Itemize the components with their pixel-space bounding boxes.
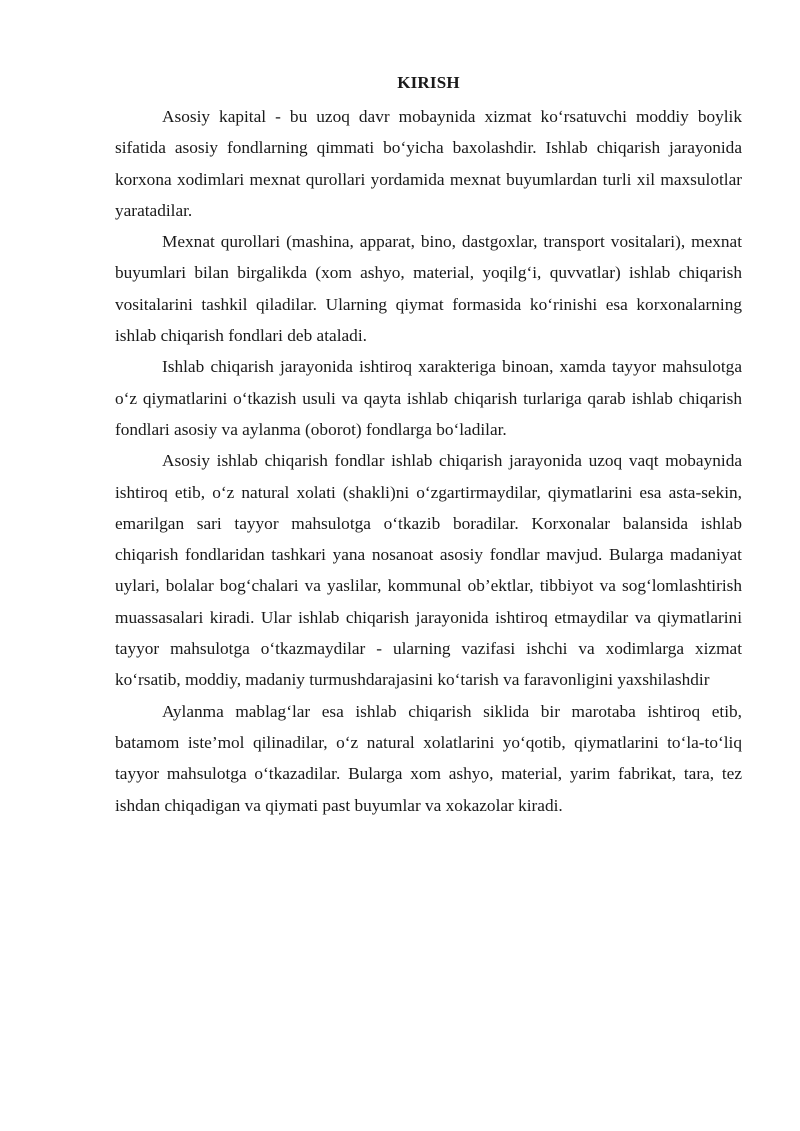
paragraph-2: Mexnat qurollari (mashina, apparat, bino, dastgoxlar, transport vositalari), mexnat buyumlari bilan birgalikda (xom ashyo, material, yoqilg‘i, quvvatlar) ishlab chiqarish vositalarini tashkil qiladilar. Ularning qiymat formasida ko‘rinishi esa korxonalarning ishlab chiqarish fondlari deb ataladi. [115,232,742,346]
paragraph-3: Ishlab chiqarish jarayonida ishtiroq xarakteriga binoan, xamda tayyor mahsulotga o‘z qiymatlarini o‘tkazish usuli va qayta ishlab chiqarish turlariga qarab ishlab chiqarish fondlari asosiy va aylanma (oborot) fondlarga bo‘ladilar. [115,357,742,439]
document-title: KIRISH [397,73,460,92]
paragraph-5: Aylanma mablag‘lar esa ishlab chiqarish siklida bir marotaba ishtiroq etib, batamom iste’mol qilinadilar, o‘z natural xolatlarini yo‘qotib, qiymatlarini to‘la-to‘liq tayyor mahsulotga o‘tkazadilar. Bularga xom ashyo, material, yarim fabrikat, tara, tez ishdan chiqadigan va qiymati past buyumlar va xokazolar kiradi. [115,701,742,815]
document-page [115,72,742,821]
paragraph-1: Asosiy kapital - bu uzoq davr mobaynida xizmat ko‘rsatuvchi moddiy boylik sifatida asosiy fondlarning qimmati bo‘yicha baxolashdir. Ishlab chiqarish jarayonida korxona xodimlari mexnat qurollari yordamida mexnat buyumlardan turli xil maxsulotlar yaratadilar. [115,107,742,220]
paragraph-4: Asosiy ishlab chiqarish fondlar ishlab chiqarish jarayonida uzoq vaqt mobaynida ishtiroq etib, o‘z natural xolati (shakli)ni o‘zgartirmaydilar, qiymatlarini esa asta-sekin, emarilgan sari tayyor mahsulotga o‘tkazib boradilar. Korxonalar balansida ishlab chiqarish fondlaridan tashkari yana nosanoat asosiy fondlar mavjud. Bularga madaniyat uylari, bolalar bog‘chalari va yaslilar, kommunal ob’ektlar, tibbiyot va sog‘lomlashtirish muassasalari kiradi. Ular ishlab chiqarish jarayonida ishtiroq etmaydilar va qiymatlarini tayyor mahsulotga o‘tkazmaydilar - ularning vazifasi ishchi va xodimlarga xizmat ko‘rsatib, moddiy, madaniy turmushdarajasini ko‘tarish va faravonligini yaxshilashdir [115,451,742,690]
